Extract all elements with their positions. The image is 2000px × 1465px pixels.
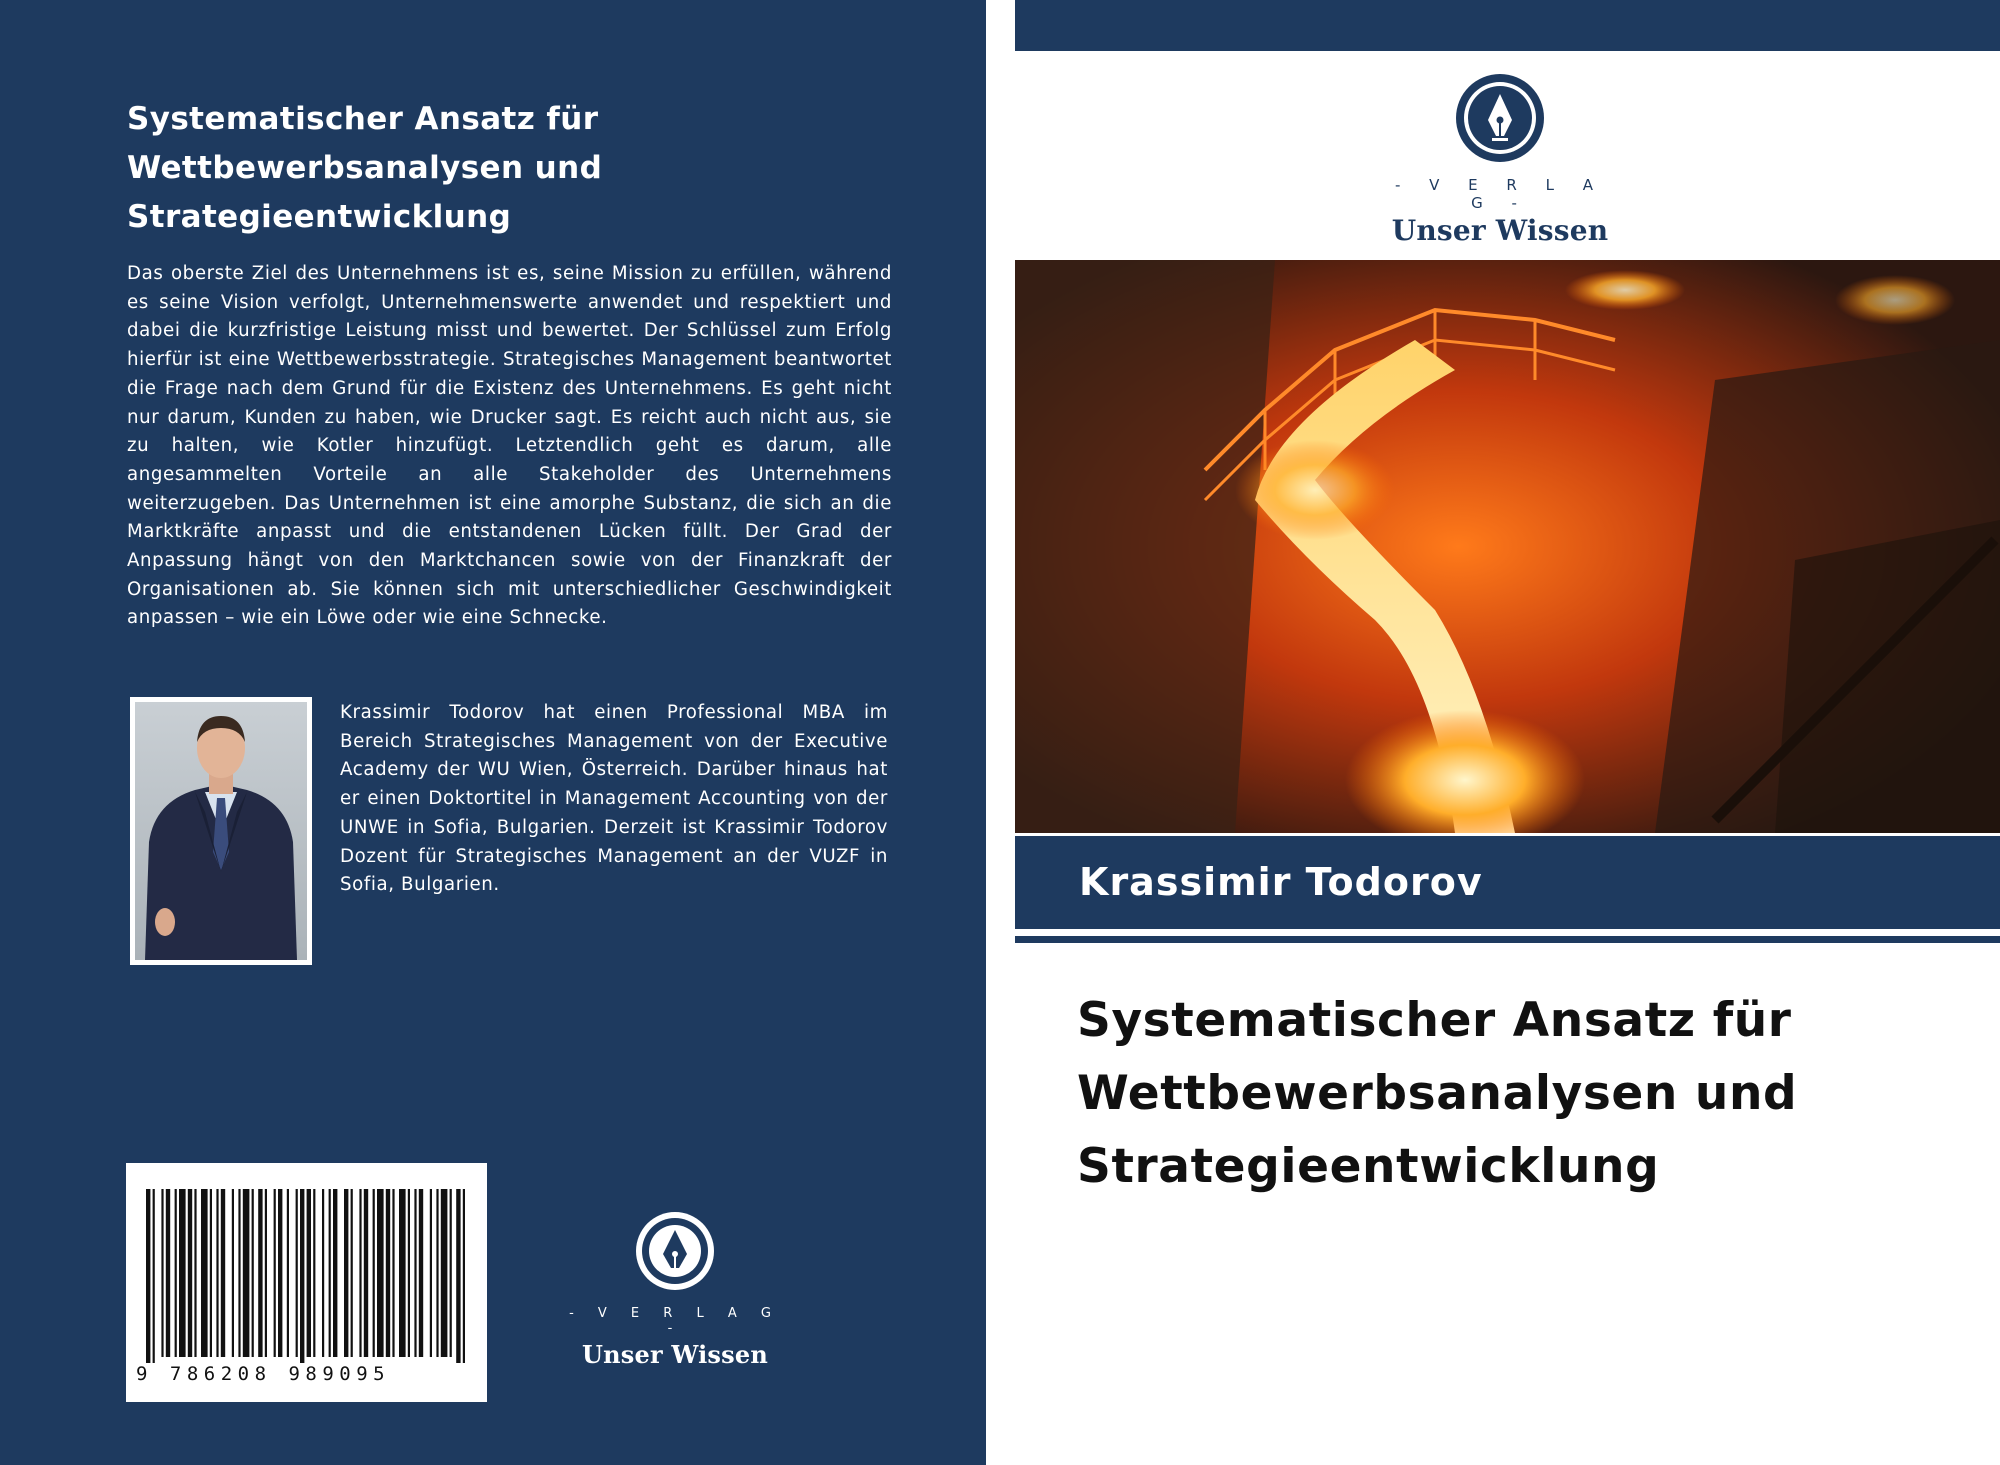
barcode-bar bbox=[329, 1189, 331, 1357]
barcode-bar bbox=[175, 1189, 177, 1357]
barcode-bars bbox=[126, 1163, 487, 1363]
front-author-band bbox=[1015, 836, 2000, 929]
barcode-bar bbox=[450, 1189, 452, 1357]
back-logo-wordmark: Unser Wissen bbox=[582, 1340, 768, 1369]
barcode-bar bbox=[265, 1189, 267, 1357]
barcode-bar bbox=[399, 1189, 406, 1357]
barcode-bar bbox=[419, 1189, 423, 1357]
author-portrait-icon bbox=[135, 702, 307, 960]
barcode-bar bbox=[313, 1189, 315, 1357]
back-cover-title: Systematischer Ansatz für Wettbewerbsanalysen und Strategieentwicklung bbox=[127, 101, 603, 235]
barcode-bar bbox=[344, 1189, 348, 1357]
barcode-bar bbox=[463, 1189, 465, 1363]
barcode-bar bbox=[216, 1189, 218, 1357]
cover-photo bbox=[1015, 260, 2000, 833]
barcode-bar bbox=[373, 1189, 375, 1357]
barcode-bar bbox=[179, 1189, 186, 1357]
back-cover bbox=[0, 0, 986, 1465]
barcode-bar bbox=[386, 1189, 390, 1357]
barcode-bar bbox=[221, 1189, 225, 1357]
molten-steel-foundry-photo bbox=[1015, 260, 2000, 833]
barcode-bar bbox=[146, 1189, 150, 1363]
front-logo-wordmark: Unser Wissen bbox=[1391, 214, 1609, 247]
barcode-bar bbox=[456, 1189, 460, 1363]
barcode-bar bbox=[201, 1189, 208, 1357]
front-author-name: Krassimir Todorov bbox=[1079, 860, 1483, 904]
fountain-pen-nib-emblem-icon bbox=[1454, 72, 1546, 164]
barcode-bar bbox=[161, 1189, 163, 1357]
barcode-bar bbox=[300, 1189, 304, 1363]
barcode-bar bbox=[364, 1189, 368, 1357]
barcode-bar bbox=[408, 1189, 410, 1357]
back-cover-blurb: Das oberste Ziel des Unternehmens ist es, seine Mission zu erfüllen, während es seine Vision verfolgt, Unternehmenswerte anwendet und respektiert und dabei die kurzfristige Leistung misst und bewertet. Der Schlüssel zum Erfolg hierfür ist eine Wettbewerbsstrategie. Strategisches Management beantwortet die Frage nach dem Grund für die Existenz des Unternehmens. Es geht nicht nur darum, Kunden zu haben, wie Drucker sagt. Es reicht auch nicht aus, sie zu halten, wie Kotler hinzufügt. Letztendlich geht es darum, alle angesammelten Vorteile an alle Stakeholder des Unternehmens weiterzugeben. Das Unternehmen ist eine amorphe Substanz, die sich an die Marktkräfte anpasst und die entstandenen Lücken füllt. Der Grad der Anpassung hängt von den Marktchancen sowie von der Finanzkraft der Organisationen ab. Sie können sich mit unterschiedlicher Geschwindigkeit anpassen – wie ein Löwe oder wie eine Schnecke. bbox=[127, 263, 892, 629]
barcode-bar bbox=[351, 1189, 353, 1357]
front-cover-title: Systematischer Ansatz für Wettbewerbsanalysen und Strategieentwicklung bbox=[1077, 993, 1798, 1194]
barcode-bar bbox=[232, 1189, 234, 1357]
barcode-bar bbox=[296, 1189, 298, 1357]
barcode-bar bbox=[153, 1189, 155, 1363]
author-bio: Krassimir Todorov hat einen Professional MBA im Bereich Strategisches Management von der Executive Academy der WU Wien, Österreich. Darüber hinaus hat er einen Doktortitel in Management Accounting von der UNWE in Sofia, Bulgarien. Derzeit ist Krassimir Todorov Dozent für Strategisches Management an der VUZF in Sofia, Bulgarien. bbox=[340, 702, 888, 896]
barcode-bar bbox=[194, 1189, 196, 1357]
barcode-bar bbox=[359, 1189, 361, 1357]
back-publisher-logo bbox=[560, 1210, 790, 1369]
isbn-number: 9 786208 989095 bbox=[136, 1363, 391, 1385]
barcode-bar bbox=[392, 1189, 394, 1357]
barcode-bar bbox=[287, 1189, 289, 1357]
barcode-bar bbox=[414, 1189, 416, 1357]
front-divider-line bbox=[1015, 936, 2000, 943]
barcode-bar bbox=[243, 1189, 250, 1357]
barcode-bar bbox=[274, 1189, 276, 1357]
barcode-bar bbox=[210, 1189, 212, 1357]
barcode-bar bbox=[436, 1189, 438, 1357]
barcode-bar bbox=[188, 1189, 192, 1357]
barcode-bar bbox=[166, 1189, 170, 1357]
barcode-bar bbox=[322, 1189, 324, 1357]
barcode-bar bbox=[441, 1189, 448, 1357]
isbn-barcode bbox=[126, 1163, 487, 1402]
barcode-bar bbox=[430, 1189, 432, 1357]
fountain-pen-nib-emblem-icon bbox=[634, 1210, 716, 1292]
front-top-bar bbox=[1015, 0, 2000, 51]
barcode-bar bbox=[333, 1189, 337, 1357]
barcode-bar bbox=[377, 1189, 384, 1357]
front-publisher-logo bbox=[1380, 72, 1620, 247]
barcode-bar bbox=[238, 1189, 240, 1357]
barcode-bar bbox=[252, 1189, 254, 1357]
author-photo bbox=[130, 697, 312, 965]
barcode-bar bbox=[258, 1189, 262, 1357]
barcode-bar bbox=[278, 1189, 282, 1357]
barcode-bar bbox=[307, 1189, 311, 1357]
front-logo-verlag: - V E R L A G - bbox=[1394, 176, 1606, 212]
back-logo-verlag: - V E R L A G - bbox=[569, 1306, 781, 1336]
